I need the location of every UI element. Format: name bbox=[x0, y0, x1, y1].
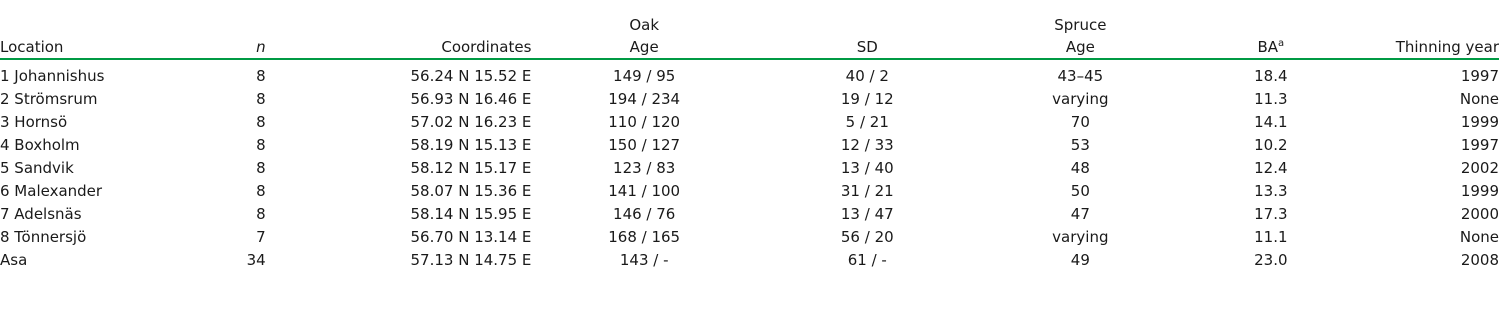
cell-n: 7 bbox=[256, 228, 266, 246]
header-oak-age-label: Age bbox=[629, 38, 659, 56]
table-row bbox=[0, 249, 1499, 272]
cell-location: 8 Tönnersjö bbox=[0, 228, 87, 246]
cell-ba: 17.3 bbox=[1254, 205, 1288, 223]
cell-oak-age: 194 / 234 bbox=[608, 90, 681, 108]
cell-n: 8 bbox=[256, 67, 266, 85]
table-row bbox=[0, 88, 1499, 111]
cell-thinning-year: 2000 bbox=[1460, 205, 1499, 223]
header-sd bbox=[757, 0, 978, 59]
cell-spruce-age: 70 bbox=[1070, 113, 1090, 131]
cell-ba: 10.2 bbox=[1254, 136, 1288, 154]
cell-coordinates: 58.07 N 15.36 E bbox=[410, 182, 532, 200]
header-location bbox=[0, 0, 180, 59]
header-ba bbox=[1183, 0, 1358, 59]
header-sd-label: SD bbox=[856, 38, 878, 56]
cell-ba: 11.1 bbox=[1254, 228, 1288, 246]
table-row bbox=[0, 157, 1499, 180]
cell-oak-age: 146 / 76 bbox=[613, 205, 676, 223]
cell-oak-age: 123 / 83 bbox=[613, 159, 676, 177]
header-row bbox=[0, 0, 1499, 59]
cell-sd: 13 / 40 bbox=[840, 159, 894, 177]
cell-oak-age: 150 / 127 bbox=[608, 136, 681, 154]
cell-oak-age: 168 / 165 bbox=[608, 228, 681, 246]
cell-location: 1 Johannishus bbox=[0, 67, 105, 85]
cell-coordinates: 56.24 N 15.52 E bbox=[410, 67, 532, 85]
cell-coordinates: 57.13 N 14.75 E bbox=[410, 251, 532, 269]
table-row bbox=[0, 59, 1499, 88]
cell-ba: 12.4 bbox=[1254, 159, 1288, 177]
cell-oak-age: 141 / 100 bbox=[608, 182, 681, 200]
header-spruce-group: Spruce bbox=[1054, 16, 1107, 34]
header-thinning-year bbox=[1359, 0, 1499, 59]
cell-sd: 19 / 12 bbox=[840, 90, 894, 108]
table-row bbox=[0, 134, 1499, 157]
cell-coordinates: 57.02 N 16.23 E bbox=[410, 113, 532, 131]
cell-n: 8 bbox=[256, 205, 266, 223]
cell-oak-age: 149 / 95 bbox=[613, 67, 676, 85]
cell-ba: 13.3 bbox=[1254, 182, 1288, 200]
cell-sd: 56 / 20 bbox=[840, 228, 894, 246]
header-coordinates bbox=[266, 0, 532, 59]
header-oak-group: Oak bbox=[629, 16, 660, 34]
table-row bbox=[0, 226, 1499, 249]
cell-coordinates: 58.14 N 15.95 E bbox=[410, 205, 532, 223]
cell-coordinates: 58.12 N 15.17 E bbox=[410, 159, 532, 177]
cell-sd: 61 / - bbox=[847, 251, 887, 269]
header-oak-age bbox=[531, 0, 757, 59]
cell-location: 5 Sandvik bbox=[0, 159, 74, 177]
cell-thinning-year: None bbox=[1459, 228, 1499, 246]
cell-location: Asa bbox=[0, 251, 28, 269]
cell-location: 2 Strömsrum bbox=[0, 90, 98, 108]
cell-sd: 12 / 33 bbox=[840, 136, 894, 154]
cell-thinning-year: 2002 bbox=[1460, 159, 1499, 177]
header-coordinates-label: Coordinates bbox=[441, 38, 532, 56]
cell-thinning-year: 1997 bbox=[1460, 67, 1499, 85]
cell-ba: 11.3 bbox=[1254, 90, 1288, 108]
cell-n: 8 bbox=[256, 136, 266, 154]
cell-thinning-year: 1997 bbox=[1460, 136, 1499, 154]
cell-sd: 31 / 21 bbox=[840, 182, 894, 200]
cell-coordinates: 58.19 N 15.13 E bbox=[410, 136, 532, 154]
cell-coordinates: 56.70 N 13.14 E bbox=[410, 228, 532, 246]
cell-ba: 14.1 bbox=[1254, 113, 1288, 131]
cell-n: 8 bbox=[256, 159, 266, 177]
cell-thinning-year: 2008 bbox=[1460, 251, 1499, 269]
cell-n: 34 bbox=[246, 251, 266, 269]
header-thinning-year-label: Thinning year bbox=[1395, 38, 1499, 56]
table-row bbox=[0, 203, 1499, 226]
cell-location: 6 Malexander bbox=[0, 182, 103, 200]
cell-location: 3 Hornsö bbox=[0, 113, 68, 131]
cell-spruce-age: 43–45 bbox=[1057, 67, 1104, 85]
cell-coordinates: 56.93 N 16.46 E bbox=[410, 90, 532, 108]
header-n bbox=[180, 0, 265, 59]
cell-location: 4 Boxholm bbox=[0, 136, 80, 154]
table-row bbox=[0, 180, 1499, 203]
cell-sd: 13 / 47 bbox=[840, 205, 894, 223]
cell-thinning-year: 1999 bbox=[1460, 182, 1499, 200]
cell-spruce-age: 49 bbox=[1070, 251, 1090, 269]
cell-n: 8 bbox=[256, 90, 266, 108]
cell-ba: 18.4 bbox=[1254, 67, 1288, 85]
cell-location: 7 Adelsnäs bbox=[0, 205, 82, 223]
cell-thinning-year: None bbox=[1459, 90, 1499, 108]
header-ba-label: BA bbox=[1257, 38, 1279, 56]
cell-sd: 40 / 2 bbox=[845, 67, 889, 85]
header-spruce-age-label: Age bbox=[1065, 38, 1095, 56]
cell-spruce-age: 47 bbox=[1070, 205, 1090, 223]
cell-oak-age: 110 / 120 bbox=[608, 113, 681, 131]
cell-spruce-age: 53 bbox=[1070, 136, 1090, 154]
header-ba-footnote: a bbox=[1278, 38, 1285, 49]
cell-spruce-age: varying bbox=[1052, 228, 1109, 246]
header-n-label: n bbox=[256, 38, 266, 56]
table-row bbox=[0, 111, 1499, 134]
cell-ba: 23.0 bbox=[1254, 251, 1288, 269]
cell-spruce-age: varying bbox=[1052, 90, 1109, 108]
cell-spruce-age: 50 bbox=[1070, 182, 1090, 200]
header-spruce-age bbox=[978, 0, 1184, 59]
cell-spruce-age: 48 bbox=[1070, 159, 1090, 177]
header-location-label: Location bbox=[0, 38, 64, 56]
cell-sd: 5 / 21 bbox=[845, 113, 889, 131]
cell-n: 8 bbox=[256, 113, 266, 131]
cell-oak-age: 143 / - bbox=[619, 251, 669, 269]
cell-thinning-year: 1999 bbox=[1460, 113, 1499, 131]
cell-n: 8 bbox=[256, 182, 266, 200]
